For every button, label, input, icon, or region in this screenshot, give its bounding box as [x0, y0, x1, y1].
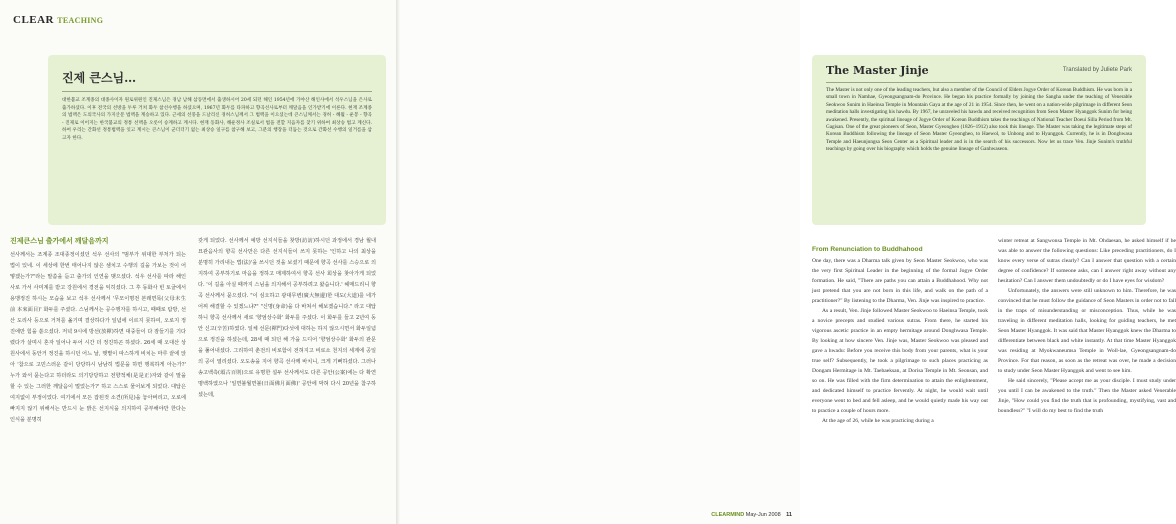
- paragraph: winter retreat at Sangwonsa Temple in Mt. Ohdaesan, he asked himself if he was able to answer the following questions: Like preceding practitioners, do I know every verse of sutras clearly? Can I answer that question with a certain degree of confidence? If someone asks, can I answer right away without any hesitation? Can I answer them undoubtedly or do I have eyes for wisdom?: [998, 238, 1176, 284]
- folio-issue: May-Jun 2008: [745, 512, 781, 518]
- korean-column-1: [10, 236, 186, 511]
- english-column-1: [812, 236, 988, 512]
- magazine-logo: [13, 14, 103, 26]
- korean-column-2: [198, 236, 376, 511]
- box-title-english: The Master Jinje: [826, 64, 929, 77]
- english-column-2: [998, 236, 1176, 512]
- korean-text-2: 갖게 되었다. 선사께서 예방 선지식들을 찾방(訪訪)하시던 과정에서 경남 월내 묘관음사의 향곡 선사만은 다른 선지식들이 쓰지 못하는 '인하고 나의 최상을 분명히 가리내는 법(法)'을 쓰시던 것을 보셨기 때문에 향곡 선사를 스승으로 의지하여 공부하기로 마음을 정하고 매제하여서 향곡 선사 회상을 찾아가게 되었다. '이 길을 아실 때까지 스님을 의지해서 공부하려고 왔습니다.' 헤매드리니 향곡 선사께서 묻으셨다. "이 심오하고 광대무변(廣大無邊)한 대도(大道)를 네가 어찌 해결할 수 있겠느냐?" "신명(身命)을 다 바쳐서 해보겠습니다." 라고 대답하니 향곡 선사께서 새로 '향엄상수화' 화두를 주셨다. 이 화두를 들고 2년여 동안 신고(辛苦)하였다. 일체 선문(禪門)다섯에 대하는 하지 않으시면서 화두일념으로 정진을 하셨는데, 28세 때 되던 해 가을 드디어 '향엄상수화' 화두의 관문을 풀어내셨다. 그리하여 춘전의 비로함이 전혀지고 비로소 천지의 세계에 공일의 공이 열리셨다. 오도송을 지어 향곡 선사께 바치니, 크게 기뻐하셨다. 그러나 송고백측(頌古百則)으로 유명한 설두 선사께서도 다른 공안(公案)에는 다 확연 명백하였으나 '일면불월면불(日面佛月面佛)' 공안에 막혀 다시 20년을 참구하셨는데,: [198, 238, 376, 398]
- logo-section: TEACHING: [57, 16, 104, 25]
- logo-main: CLEAR: [13, 14, 55, 26]
- box-divider: [826, 82, 1132, 83]
- right-page: [400, 0, 1176, 524]
- left-page: [0, 0, 400, 524]
- section-heading-english: From Renunciation to Buddhahood: [812, 246, 923, 253]
- box-divider: [62, 91, 372, 92]
- paragraph: Unfortunately, the answers were still unknown to him. Therefore, he was convinced that he must follow the guidance of Seon Masters in order not to fall in the traps of misunderstanding or misconception. Thus, while he was traveling in different meditation halls, looking for guiding teachers, he met Seon Master Hyanggok. It was said that Master Hyanggok knew the Dharma to differentiate between black and white instantly. At that time Master Hyanggok was residing at Myokwaneumsa Temple in Woll-lae, Gyeongsangnam-do Province. For that reason, as soon as the retreat was over, he made a decision to study under Seon Master Hyanggok and went to see him.: [998, 288, 1176, 374]
- page-number: 11: [786, 512, 792, 518]
- section-heading-korean: 진제큰스님 출가에서 깨달음까지: [10, 238, 109, 245]
- box-title-korean: 진제 큰스님…: [62, 71, 137, 85]
- paragraph: One day, there was a Dharma talk given by Seon Master Seokwoo, who was the very first Spiritual Leader in the beginning of the formal Jogye Order formation. He said, "There are paths you can attain a Buddhahood. Why not just pretend that you are not born in this life, and walk on the path of a practitioner?" By listening to the Dharma, Ven. Jinje was inspired to practice.: [812, 258, 988, 304]
- paragraph: At the age of 26, while he was practicing during a: [822, 418, 934, 424]
- paragraph: As a result, Ven. Jinje followed Master Seokwoo to Haeinsa Temple, took a novice precepts and studied various sutras. From there, he started his vigorous ascetic practice in an empty hermitage around Donghwasa Temple. By looking at how sincere Ven. Jinje was, Master Seokwoo was pleased and gave a hwadu: Before you receive this body from your parents, what is your true self? Subsequently, he took a pilgrimage to such places practicing as Dongam Hermitage in Mt. Taebaeksan, at Dorisa Temple in Mt. Seonsan, and so on. He was filled with the firm determination to attain the enlightenment, and dedicated himself to practice fervently. At night, he would wait until everyone went to bed and fell asleep, and he would quietly made his way out to practice a couple of hours more.: [812, 308, 988, 414]
- folio-magazine: CLEARMIND: [711, 512, 745, 518]
- paragraph: He said sincerely, "Please accept me as your disciple. I must study under you until I can be awakened to the truth." Then the Master asked Venerable Jinje, "How could you find the truth that is profounding, mystifying, vast and boundless?" "I will do my best to find the truth: [998, 378, 1176, 414]
- intro-box-korean: [48, 55, 386, 225]
- intro-box-english: [812, 55, 1146, 225]
- korean-text-1: 선사께서는 조계종 조대종정이셨던 석우 선사의 "범부가 위대한 부처가 되는 법이 있네. 이 세상에 한번 태어나지 않은 셈치고 수행의 길을 가보는 것이 어떻겠는가?"라는 말씀을 듣고 출가의 인연을 맺으셨다. 석우 선사를 따라 해인사로 가서 사미계를 받고 강원에서 경전을 익히셨다. 그 후 동화사 빈 토굴에서 용맹정진 하시는 모습을 보고 석우 선사께서 '무모이명전 본래면목(父母未生前 本來面目)' 화두를 주셨다. 스님께서는 공수행자를 하시고, 때때로 탐방, 선산 도리사 등으로 거처를 옮기며 결상하다가 일념에 이르지 못하여, 오로지 정진에만 힘을 쏟으셨다. 저녁 9시에 방선(放禪)하면 대중들이 다 잠들기를 기다렸다가 살며시 혼자 일어나 두어 시간 더 정진하곤 하셨다. 26세 때 오대산 상원사에서 동안거 정진을 하시던 어느 날, 햇볕이 따스하게 비치는 마루 끝에 앉아 '참으로 고민스러운 같이 당당하시 남남히 법문을 하면 행복하게 아는가?' 누가 와서 묻는다고 하더라도 의기당당하고 전향적체(是是正)자와 같이 말을 할 수 있는 그러한 깨달음이 멀었는가?' 하고 스스로 물어보게 되었다. 대답은 여지없이 부정이었다. 여기에서 모든 잡된것 소견(所見)을 놓아버리고, 오로에 빠지지 않기 위해서는 반드시 눈 밝은 선지식을 의지하여 공부해야만 한다는 인식을 분명히: [10, 252, 186, 423]
- page-folio: [711, 512, 792, 518]
- translator-credit: Translated by Juliete Park: [1062, 67, 1132, 73]
- box-body-korean: 대한불교 조계종의 대종사이자 원로위원인 진제스님은 경남 남해 삼동면에서 출생하시어 20세 되던 해인 1954년에 가야산 해인사에서 석우스님을 은사로 출가하셨다. 이후 전국의 선방을 두루 거쳐 화두 참선수행을 하셨으며, 1967년 화두를 타파하고 향곡선사로부터 깨달음을 인가받기에 이른다. 현재 조계종의 법맥은 도의국사의 가지산문 법맥을 계승하고 있다. 근세의 선풍을 드날리신 경허스님께서 그 법맥을 이으셨는데 큰스님께서는 경허 - 혜월 - 운봉 - 향곡 - 진제로 이어지는 한국불교의 정통 선맥을 오롯이 승계하고 계시다. 현재 동화사, 해운정사 조실로서 법을 전할 지음자를 찾기 위하여 최상승 법고 계신다. 하여 우리는 간화선 정통법맥을 잇고 계시는 큰스님이 군더더기 없는 최상승 일구를 참구해 보고, 그분의 행장을 더듬는 것으로 간화선 수행의 일거름을 삼고자 한다.: [62, 98, 372, 141]
- box-body-english: The Master is not only one of the leading teachers, but also a member of the Council of Elders Jogye Order of Korean Buddhism. He was born in a small town in Namhae, Gyeongsangnam-do Province. He began his practice formally by joining the Sangha under the teaching of Venerable Seokwoo Sunim in Haeinsa Temple in Mountain Gaya at the age of 21 in 1954. Since then, he went on a nation-wide pilgrimage in different Seon meditation halls investigating his hawdu. By 1967, he unraveled his hawdu and received recognition from Seon Master Hyanggok Sunim for being awakened. Presently, the spiritual lineage of Jogye Order of Korean Buddhism takes the teachings of National Teacher Doeui Silla Period from Mt. Gagisan. One of the great pioneers of Seon, Master Gyeongheo (1826~1912) also took this lineage. The Master was taking the legitimate steps of Korean Buddhism following the lineage of Seon Master Gyeongheo, to Haewol, to Unbong and to Hyanggok. Currently, he is in Donghwasa Temple and Haeunjungsa Seon Center as a Spiritual leader and is in the search of his successors. Now let us trace Ven. Jinje Sunim's truthful teachings by going over his biography which holds the genuine lineage of Ganhwaseon.: [826, 87, 1132, 153]
